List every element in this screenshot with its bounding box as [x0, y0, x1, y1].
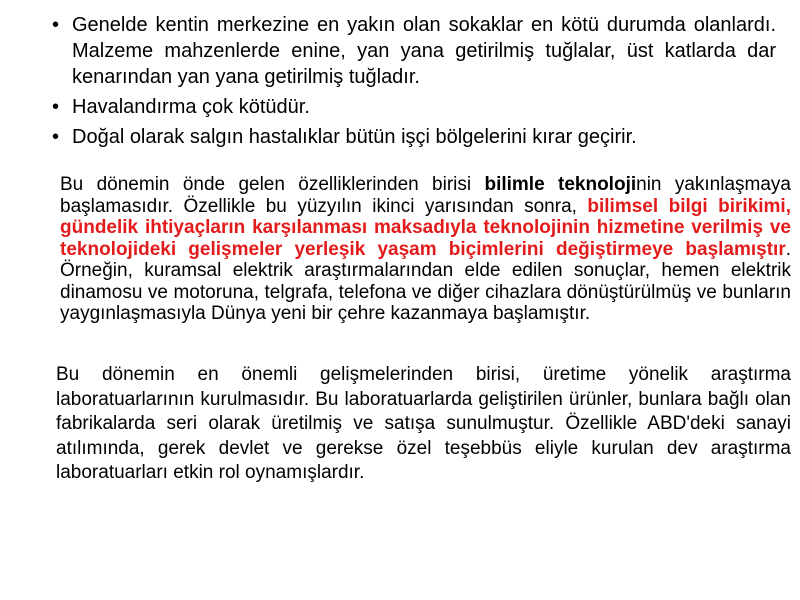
paragraph-research-labs: Bu dönemin en önemli gelişmelerinden birisi, üretime yönelik araştırma laboratuarlarının kurulmasıdır. Bu laboratuarlarda geliştirilen ürünler, bunlara bağlı olan fabrikalarda seri olarak üretilmiş ve satışa sunulmuştur. Özellikle ABD'deki sanayi atılımında, gerek devlet ve gerekse özel teşebbüs eliyle kurulan dev araştırma laboratuarları etkin rol oynamışlardır.	[56, 364, 791, 483]
paragraph-outro-text: . Örneğin, kuramsal elektrik araştırmalarından elde edilen sonuçlar, hemen elektrik dinamosu ve motoruna, telgrafa, telefona ve diğer cihazlara dönüştürülmüş ve bunların yaygınlaşmasıyla Dünya yeni bir çehre kazanmaya başlamıştır.	[60, 238, 791, 324]
paragraph-science-technology	[60, 174, 791, 325]
paragraph-intro-text: Bu dönemin önde gelen özelliklerinden birisi	[60, 174, 485, 195]
bullet-item: • Genelde kentin merkezine en yakın olan sokaklar en kötü durumda olanlardı. Malzeme mahzenlerde enine, yan yana getirilmiş tuğlalar, üst katlarda dar kenarından yan yana getirilmiş tuğladır.	[52, 12, 776, 90]
highlighted-statement: bilimsel bilgi birikimi, gündelik ihtiyaçların karşılanması maksadıyla teknolojinin hizmetine verilmiş ve teknolojideki gelişmeler yerleşik yaşam biçimlerini değiştirmeye başlamıştır	[60, 195, 791, 260]
bullet-item: • Havalandırma çok kötüdür.	[52, 94, 776, 120]
bullet-item: • Doğal olarak salgın hastalıklar bütün işçi bölgelerini kırar geçirir.	[52, 124, 776, 150]
paragraph-continuation-text: nin yakınlaşmaya başlamasıdır. Özellikle bu yüzyılın ikinci yarısından sonra,	[60, 174, 791, 217]
bold-term: bilimle teknoloji	[484, 174, 637, 195]
bullet-list	[52, 12, 776, 154]
